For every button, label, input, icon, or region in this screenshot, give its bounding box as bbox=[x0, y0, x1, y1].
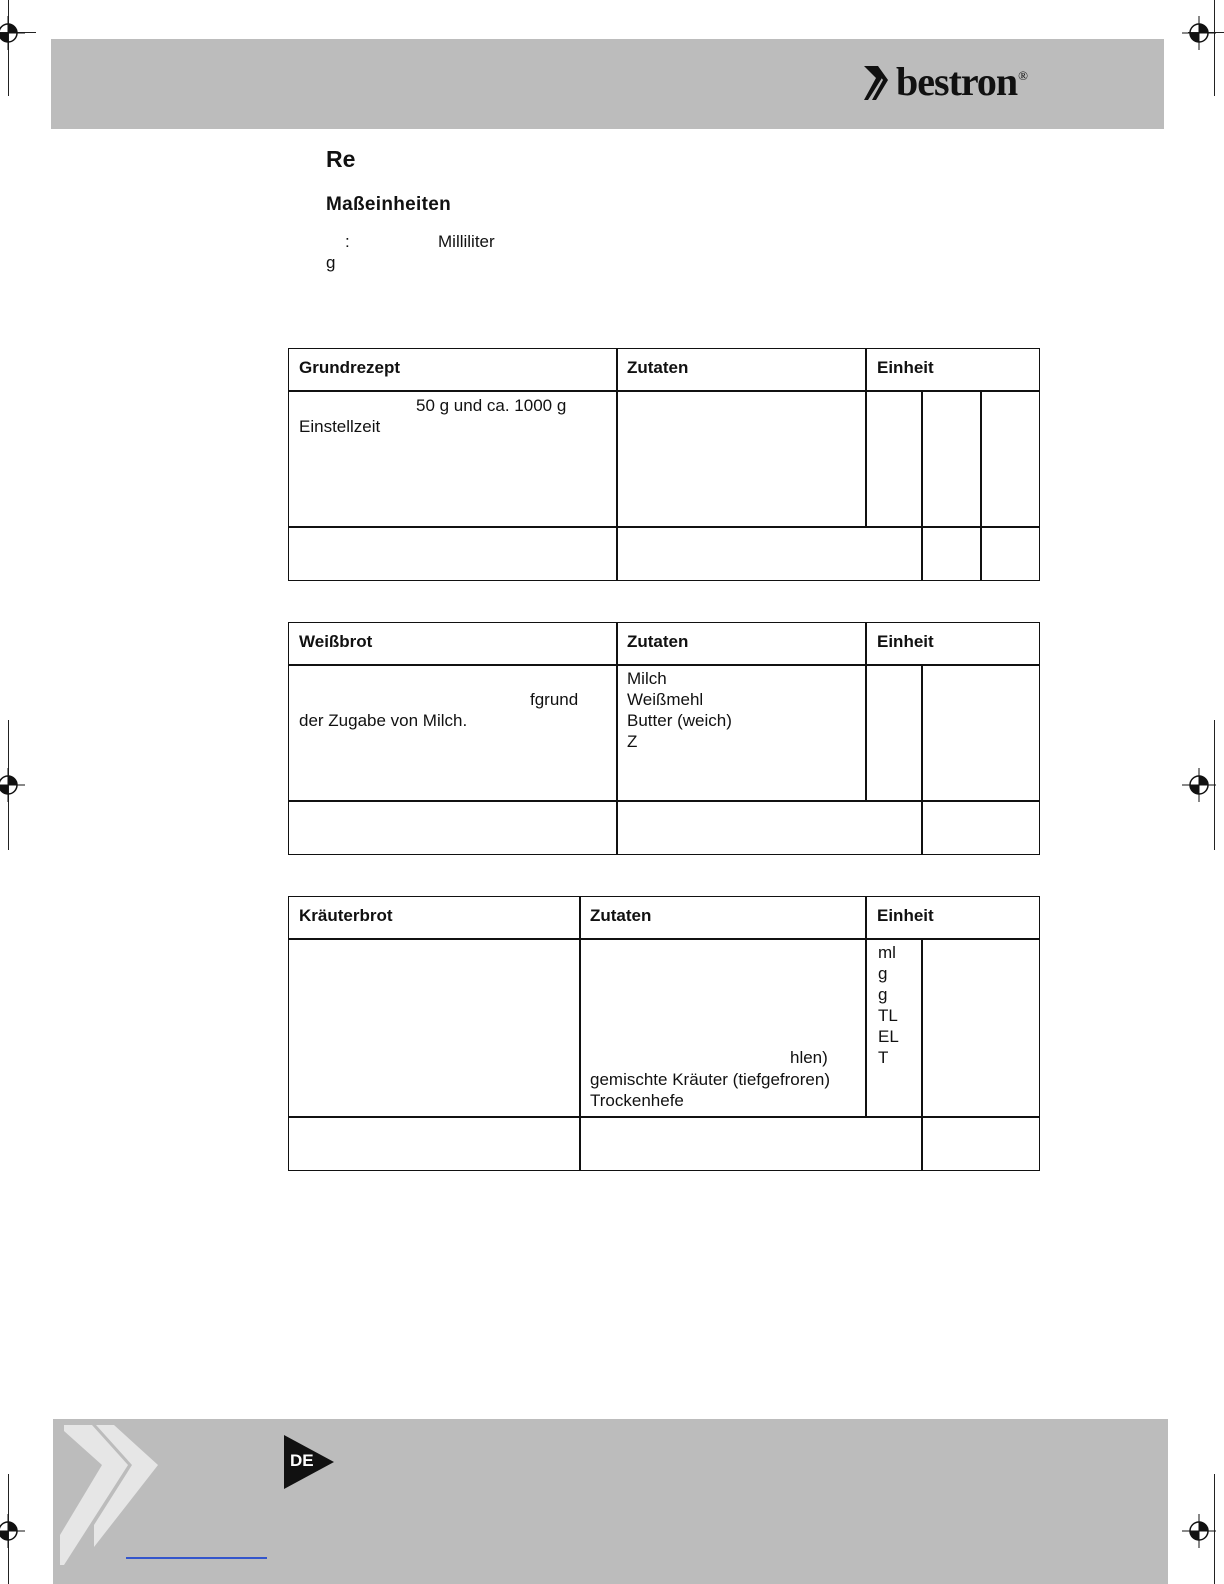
table-header-recipe: Kräuterbrot bbox=[299, 906, 393, 925]
table-header-ingredients: Zutaten bbox=[627, 632, 689, 651]
ingredient-item: hlen) bbox=[790, 1048, 828, 1067]
table-header-unit: Einheit bbox=[877, 358, 934, 377]
units-heading: Maßeinheiten bbox=[326, 194, 452, 215]
unit-item: g bbox=[878, 985, 888, 1004]
registration-mark-icon bbox=[0, 1514, 25, 1548]
recipe-description-line: fgrund bbox=[530, 690, 579, 709]
brand-logo bbox=[862, 60, 1052, 104]
language-code: DE bbox=[290, 1451, 314, 1470]
recipe-table-grundrezept bbox=[288, 348, 1040, 581]
footer-band bbox=[53, 1419, 1168, 1584]
brand-wordmark: bestron® bbox=[896, 59, 1028, 104]
registration-mark-icon bbox=[0, 16, 25, 50]
table-header-recipe: Weißbrot bbox=[299, 632, 373, 651]
registration-mark-icon bbox=[1182, 1514, 1216, 1548]
recipe-description-line: 50 g und ca. 1000 g bbox=[416, 396, 567, 415]
unit-row-sep: : bbox=[345, 232, 350, 251]
registration-mark-icon bbox=[1182, 16, 1216, 50]
recipe-description-line: der Zugabe von Milch. bbox=[299, 711, 468, 730]
ingredient-item: Trockenhefe bbox=[590, 1091, 684, 1110]
table-header-unit: Einheit bbox=[877, 632, 934, 651]
ingredient-item: Butter (weich) bbox=[627, 711, 732, 730]
recipe-table-weissbrot bbox=[288, 622, 1040, 855]
table-header-recipe: Grundrezept bbox=[299, 358, 401, 377]
unit-item: EL bbox=[878, 1027, 899, 1046]
chevron-decoration-icon bbox=[58, 1425, 162, 1567]
unit-item: g bbox=[878, 964, 888, 983]
table-header-unit: Einheit bbox=[877, 906, 934, 925]
unit-row-abbr: g bbox=[326, 253, 336, 272]
table-header-ingredients: Zutaten bbox=[627, 358, 689, 377]
language-badge bbox=[284, 1435, 334, 1489]
table-header-ingredients: Zutaten bbox=[590, 906, 652, 925]
ingredient-item: Z bbox=[627, 732, 638, 751]
ingredient-item: Weißmehl bbox=[627, 690, 704, 709]
unit-row-meaning: Milliliter bbox=[438, 232, 495, 251]
recipe-description-line: Einstellzeit bbox=[299, 417, 381, 436]
recipe-table-kraeuterbrot bbox=[288, 896, 1040, 1171]
unit-item: T bbox=[878, 1048, 889, 1067]
unit-item: TL bbox=[878, 1006, 898, 1025]
footer-link-underline[interactable] bbox=[126, 1557, 267, 1559]
page-title: Re bbox=[326, 146, 356, 172]
registration-mark-icon bbox=[1182, 768, 1216, 802]
unit-item: ml bbox=[878, 943, 896, 962]
chevron-logo-icon bbox=[862, 64, 894, 102]
registration-mark-icon bbox=[0, 768, 25, 802]
ingredient-item: Milch bbox=[627, 669, 667, 688]
ingredient-item: gemischte Kräuter (tiefgefroren) bbox=[590, 1070, 830, 1089]
